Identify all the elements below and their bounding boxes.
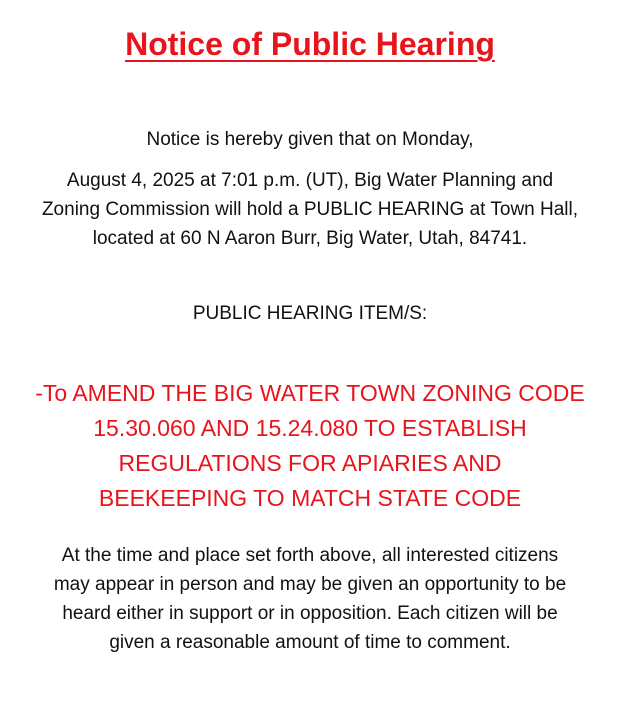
notice-title: Notice of Public Hearing [125,26,495,62]
intro-line: located at 60 N Aaron Burr, Big Water, Utah, 84741. [92,228,528,249]
closing-paragraph [0,541,620,657]
intro-paragraph [0,166,620,253]
closing-line: may appear in person and may be given an opportunity to be [53,574,567,595]
hearing-item-line: REGULATIONS FOR APIARIES AND [118,450,502,476]
hearing-item-line: 15.30.060 AND 15.24.080 TO ESTABLISH [93,415,527,441]
hearing-items-heading: PUBLIC HEARING ITEM/S: [192,303,428,324]
closing-line: given a reasonable amount of time to comment. [109,632,511,653]
closing-line: heard either in support or in opposition. Each citizen will be [62,603,558,624]
hearing-item-line: -To AMEND THE BIG WATER TOWN ZONING CODE [35,380,585,406]
intro-line: Zoning Commission will hold a PUBLIC HEARING at Town Hall, [41,199,579,220]
intro-first-line: Notice is hereby given that on Monday, [146,129,474,150]
closing-line: At the time and place set forth above, all interested citizens [61,545,559,566]
hearing-item-line: BEEKEEPING TO MATCH STATE CODE [98,485,522,511]
hearing-item [0,376,620,516]
intro-line: August 4, 2025 at 7:01 p.m. (UT), Big Water Planning and [66,170,554,191]
